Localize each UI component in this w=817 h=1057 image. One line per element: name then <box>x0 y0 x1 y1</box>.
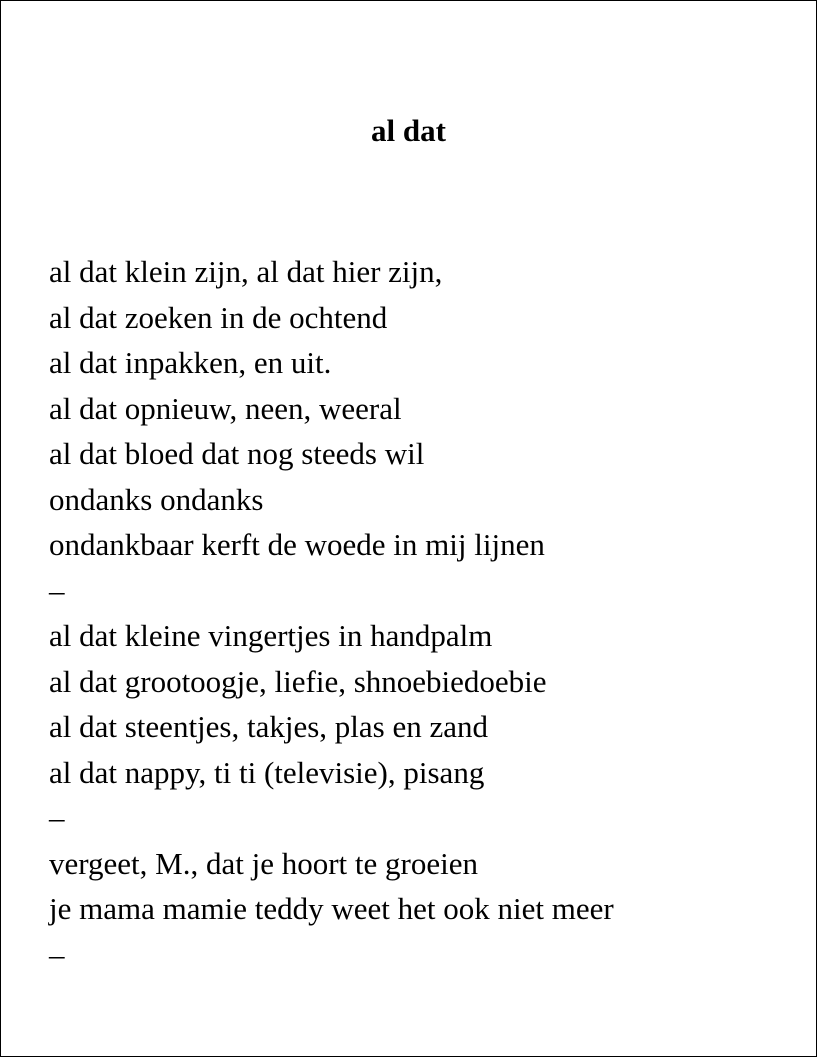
poem-line: ondanks ondanks <box>49 481 264 517</box>
stanza-dash: – <box>49 936 65 972</box>
poem-line: al dat zoeken in de ochtend <box>49 299 388 335</box>
poem-title: al dat <box>371 113 446 148</box>
poem-line: al dat kleine vingertjes in handpalm <box>49 618 493 653</box>
poem-line: al dat bloed dat nog steeds wil <box>49 436 425 471</box>
poem-body <box>49 249 614 977</box>
poem-line: al dat grootoogje, liefie, shnoebiedoebie <box>49 663 547 699</box>
poem-line: al dat nappy, ti ti (televisie), pisang <box>49 754 485 790</box>
stanza-dash: – <box>49 572 65 608</box>
stanza-dash: – <box>49 800 65 835</box>
poem-line: al dat klein zijn, al dat hier zijn, <box>49 254 443 289</box>
poem-line: al dat opnieuw, neen, weeral <box>49 390 402 426</box>
poem-line: vergeet, M., dat je hoort te groeien <box>49 845 478 881</box>
poem-line: al dat steentjes, takjes, plas en zand <box>49 709 489 744</box>
poem-line: ondankbaar kerft de woede in mij lijnen <box>49 527 545 562</box>
poem-line: al dat inpakken, en uit. <box>49 345 332 380</box>
poem-line: je mama mamie teddy weet het ook niet meer <box>49 891 614 926</box>
